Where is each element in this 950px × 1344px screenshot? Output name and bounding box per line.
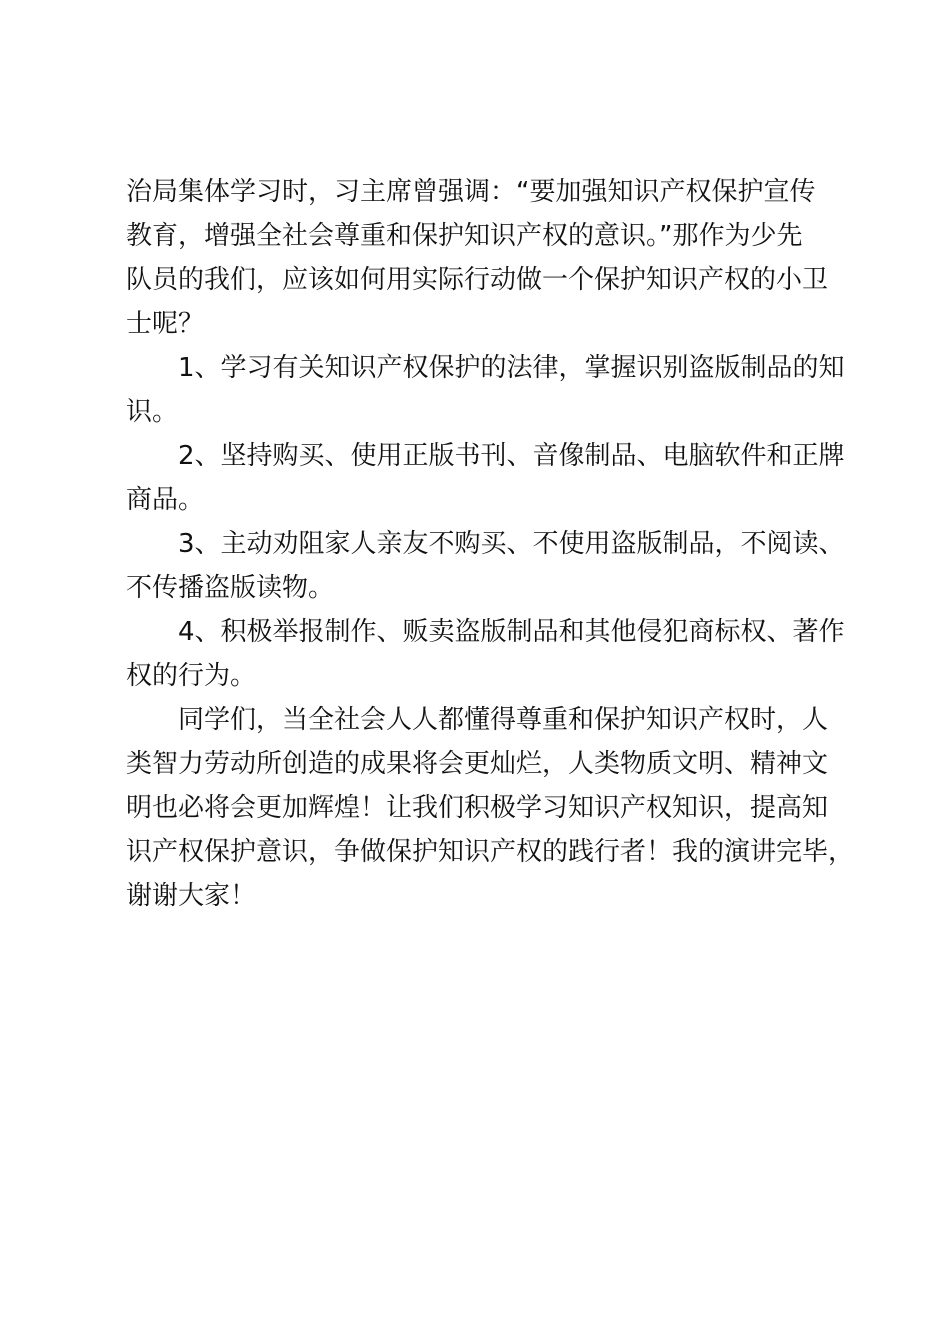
text-line: 类智力劳动所创造的成果将会更灿烂，人类物质文明、精神文: [126, 749, 829, 779]
text-line: 商品。: [126, 485, 205, 515]
text-line: 队员的我们，应该如何用实际行动做一个保护知识产权的小卫: [126, 265, 829, 295]
list-item-4: [126, 610, 845, 698]
text-line: 士呢？: [126, 309, 205, 339]
text-line: 识产权保护意识，争做保护知识产权的践行者！我的演讲完毕，: [126, 837, 855, 867]
text-line: 不传播盗版读物。: [126, 573, 335, 603]
text-line: 3、主动劝阻家人亲友不购买、不使用盗版制品，不阅读、: [178, 529, 845, 559]
text-line: 2、坚持购买、使用正版书刊、音像制品、电脑软件和正牌: [178, 441, 845, 471]
text-line: 4、积极举报制作、贩卖盗版制品和其他侵犯商标权、著作: [178, 617, 845, 647]
list-item-3: [126, 522, 845, 610]
text-line: 1、学习有关知识产权保护的法律，掌握识别盗版制品的知: [178, 353, 845, 383]
text-line: 谢谢大家！: [126, 881, 257, 911]
text-line: 权的行为。: [126, 661, 257, 691]
paragraph-intro: [126, 170, 838, 346]
document-body: [126, 170, 855, 918]
text-line: 明也必将会更加辉煌！让我们积极学习知识产权知识，提高知: [126, 793, 829, 823]
text-line: 同学们，当全社会人人都懂得尊重和保护知识产权时，人: [178, 705, 829, 735]
list-item-2: [126, 434, 845, 522]
paragraph-conclusion: [126, 698, 855, 918]
text-line: 教育，增强全社会尊重和保护知识产权的意识。”那作为少先: [126, 221, 803, 251]
list-item-1: [126, 346, 845, 434]
text-line: 识。: [126, 397, 179, 427]
text-line: 治局集体学习时，习主席曾强调：“要加强知识产权保护宣传: [126, 177, 816, 207]
